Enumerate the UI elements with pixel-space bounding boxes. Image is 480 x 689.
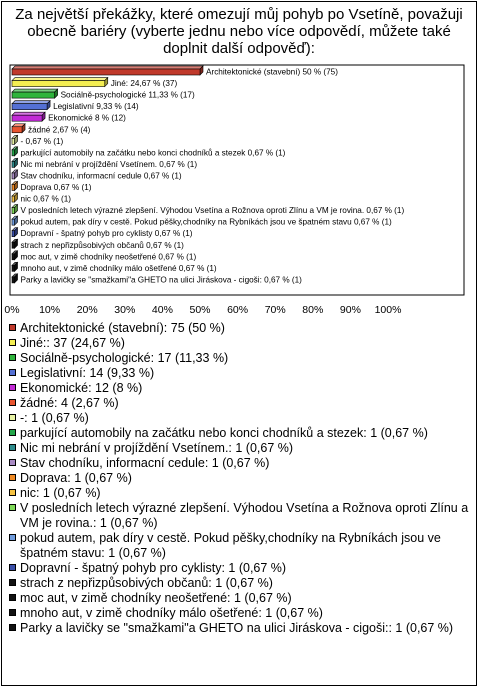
x-tick-label-0: 0% [4, 304, 20, 316]
legend-item-3 [8, 366, 470, 381]
legend-label-2: Sociálně-psychologické: 17 (11,33 %) [20, 351, 229, 365]
bar-front-10 [12, 185, 15, 191]
legend-label-13: pokud autem, pak díry v cestě. Pokud pěšky,chodníky na Rybníkách jsou ve špatném stavu: 1 (0,67 %) [20, 531, 441, 560]
bar-2 [12, 89, 58, 98]
bar-label-3: Legislativní 9,33 % (14) [53, 102, 139, 112]
bar-label-13: pokud autem, pak díry v cestě. Pokud pěšky,chodníky na Rybníkách jsou ve špatném stavu 0,67 % (1) [20, 217, 392, 227]
bar-front-0 [12, 69, 200, 75]
bar-front-1 [12, 81, 105, 87]
bar-0 [12, 66, 203, 75]
legend-swatch-6 [9, 414, 16, 421]
legend-label-9: Stav chodníku, informacní cedule: 1 (0,67 %) [20, 456, 270, 470]
legend-item-15 [8, 576, 470, 591]
bar-label-4: Ekonomické 8 % (12) [48, 113, 126, 123]
bar-label-10: Doprava 0,67 % (1) [20, 183, 92, 192]
bar-label-12: V posledních letech výrazné zlepšení. Výhodou Vsetína a Rožnova oproti Zlínu a VM je rovina. 0,67 % (1) [20, 206, 405, 216]
chart-title: Za největší překážky, které omezují můj pohyb po Vsetíně, považuji obecně bariéry (vyberte jednu nebo více odpovědí, můžete také doplnit další odpověď): [15, 6, 463, 57]
legend-item-9 [8, 456, 470, 471]
legend-swatch-15 [9, 579, 16, 586]
bar-front-6 [12, 138, 15, 144]
chart-legend [8, 321, 470, 636]
x-tick-label-3: 30% [114, 304, 136, 316]
legend-item-1 [8, 336, 470, 351]
legend-item-7 [8, 426, 470, 441]
legend-swatch-12 [9, 504, 16, 511]
bar-4 [12, 112, 45, 121]
bar-label-15: strach z nepřizpůsobivých občanů 0,67 % (1) [20, 240, 184, 250]
legend-label-3: Legislativní: 14 (9,33 %) [20, 366, 155, 380]
legend-label-17: mnoho aut, v zimě chodníky málo ošetřené: 1 (0,67 %) [20, 606, 323, 620]
x-tick-label-7: 70% [264, 304, 286, 316]
x-tick-label-2: 20% [76, 304, 98, 316]
bar-top-2 [12, 89, 58, 92]
bar-front-2 [12, 92, 55, 98]
bar-front-11 [12, 196, 15, 202]
bar-front-17 [12, 265, 15, 271]
bar-top-1 [12, 78, 108, 81]
x-tick-label-6: 60% [227, 304, 249, 316]
legend-swatch-1 [9, 339, 16, 346]
legend-item-18 [8, 621, 470, 636]
legend-label-16: moc aut, v zimě chodníky neošetřené: 1 (0,67 %) [20, 591, 292, 605]
bar-label-5: žádné 2,67 % (4) [28, 125, 91, 135]
legend-label-11: nic: 1 (0,67 %) [20, 486, 101, 500]
legend-swatch-2 [9, 354, 16, 361]
bar-label-2: Sociálně-psychologické 11,33 % (17) [60, 90, 195, 100]
bar-front-9 [12, 173, 15, 179]
bar-front-3 [12, 104, 47, 110]
bar-front-7 [12, 150, 15, 156]
legend-label-1: Jiné:: 37 (24,67 %) [20, 336, 125, 350]
legend-item-4 [8, 381, 470, 396]
bar-label-17: mnoho aut, v zimě chodníky málo ošetřené 0,67 % (1) [20, 263, 217, 273]
bar-label-8: Nic mi nebrání v projíždění Vsetínem. 0,67 % (1) [20, 159, 198, 169]
bar-label-0: Architektonické (stavební) 50 % (75) [206, 67, 338, 77]
bar-front-18 [12, 277, 15, 283]
bar-front-4 [12, 115, 42, 121]
legend-item-8 [8, 441, 470, 456]
legend-item-17 [8, 606, 470, 621]
bar-front-5 [12, 127, 22, 133]
legend-swatch-0 [9, 324, 16, 331]
legend-label-5: žádné: 4 (2,67 %) [20, 396, 119, 410]
legend-label-12: V posledních letech výrazné zlepšení. Výhodou Vsetína a Rožnova oproti Zlínu a VM je rovina.: 1 (0,67 %) [20, 501, 469, 530]
bar-label-6: - 0,67 % (1) [20, 136, 64, 146]
bar-front-15 [12, 242, 15, 248]
legend-item-0 [8, 321, 470, 336]
legend-item-5 [8, 396, 470, 411]
chart-frame [1, 1, 477, 686]
legend-swatch-5 [9, 399, 16, 406]
bar-1 [12, 78, 108, 87]
bar-5 [12, 124, 25, 133]
legend-label-15: strach z nepřizpůsobivých občanů: 1 (0,67 %) [20, 576, 273, 590]
bar-label-18: Parky a lavičky se "smažkami"a GHETO na ulici Jiráskova - cigoši: 0,67 % (1) [20, 275, 302, 285]
legend-item-13 [8, 531, 470, 561]
x-tick-label-10: 100% [374, 304, 402, 316]
bar-front-16 [12, 254, 15, 260]
legend-label-7: parkující automobily na začátku nebo konci chodníků a stezek: 1 (0,67 %) [20, 426, 428, 440]
x-tick-label-5: 50% [189, 304, 211, 316]
bar-label-14: Dopravní - špatný pohyb pro cyklisty 0,67 % (1) [20, 229, 193, 239]
bar-top-0 [12, 66, 203, 69]
legend-item-6 [8, 411, 470, 426]
legend-label-18: Parky a lavičky se "smažkami"a GHETO na ulici Jiráskova - cigoši:: 1 (0,67 %) [20, 621, 454, 635]
bar-label-11: nic 0,67 % (1) [20, 194, 72, 204]
legend-swatch-7 [9, 429, 16, 436]
legend-swatch-17 [9, 609, 16, 616]
legend-swatch-4 [9, 384, 16, 391]
legend-swatch-3 [9, 369, 16, 376]
legend-swatch-16 [9, 594, 16, 601]
bar-front-13 [12, 219, 15, 225]
bar-label-1: Jiné: 24,67 % (37) [110, 79, 178, 89]
bar-label-9: Stav chodníku, informacní cedule 0,67 % (1) [20, 171, 182, 181]
x-tick-label-8: 80% [302, 304, 324, 316]
bar-top-3 [12, 101, 50, 104]
legend-swatch-14 [9, 564, 16, 571]
legend-item-10 [8, 471, 470, 486]
legend-label-14: Dopravní - špatný pohyb pro cyklisty: 1 (0,67 %) [20, 561, 287, 575]
legend-label-6: -: 1 (0,67 %) [20, 411, 89, 425]
bar-front-12 [12, 208, 15, 214]
bar-label-16: moc aut, v zimě chodníky neošetřené 0,67 % (1) [20, 252, 197, 262]
x-tick-label-4: 40% [151, 304, 173, 316]
legend-item-14 [8, 561, 470, 576]
bar-3 [12, 101, 50, 110]
bar-front-8 [12, 161, 15, 167]
legend-item-2 [8, 351, 470, 366]
legend-label-8: Nic mi nebrání v projíždění Vsetínem.: 1 (0,67 %) [20, 441, 294, 455]
bar-front-14 [12, 231, 15, 237]
legend-item-12 [8, 501, 470, 531]
x-tick-label-1: 10% [39, 304, 61, 316]
legend-item-11 [8, 486, 470, 501]
legend-swatch-10 [9, 474, 16, 481]
legend-label-4: Ekonomické: 12 (8 %) [20, 381, 143, 395]
bar-label-7: parkující automobily na začátku nebo konci chodníků a stezek 0,67 % (1) [20, 148, 286, 158]
legend-swatch-8 [9, 444, 16, 451]
legend-swatch-9 [9, 459, 16, 466]
x-tick-label-9: 90% [339, 304, 361, 316]
legend-swatch-13 [9, 534, 16, 541]
legend-swatch-18 [9, 624, 16, 631]
legend-swatch-11 [9, 489, 16, 496]
legend-label-10: Doprava: 1 (0,67 %) [20, 471, 132, 485]
legend-label-0: Architektonické (stavební): 75 (50 %) [20, 321, 225, 335]
bar-top-4 [12, 112, 45, 115]
bar-chart [2, 2, 478, 322]
legend-item-16 [8, 591, 470, 606]
